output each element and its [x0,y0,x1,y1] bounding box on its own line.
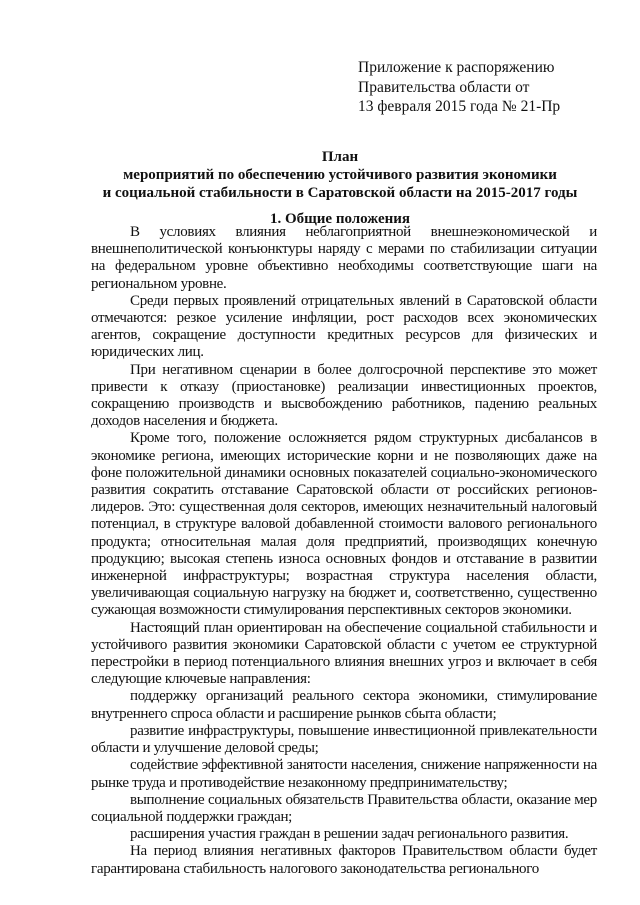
paragraph-2: Среди первых проявлений отрицательных явлений в Саратовской области отмечаются: резкое усиление инфляции, рост расходов всех экономических агентов, сокращение доступности кредитных ресурсов для физических и юридических лиц. [91,292,597,361]
appendix-note [358,58,560,117]
section-heading: 1. Общие положения [269,211,411,227]
appendix-line-3: 13 февраля 2015 года № 21-Пр [358,98,561,115]
document-title [80,148,600,202]
appendix-line-1: Приложение к распоряжению [358,59,555,76]
paragraph-6: поддержку организаций реального сектора экономики, стимулирование внутреннего спроса области и расширение рынков сбыта области; [91,688,597,722]
paragraph-11: На период влияния негативных факторов Правительством области будет гарантирована стабильность налогового законодательства регионального [91,843,597,877]
section-body [91,224,597,878]
paragraph-9: выполнение социальных обязательств Правительства области, оказание мер социальной поддержки граждан; [91,791,597,825]
title-line-1: План [321,149,359,165]
paragraph-7: развитие инфраструктуры, повышение инвестиционной привлекательности области и улучшение деловой среды; [91,722,597,757]
paragraph-5: Настоящий план ориентирован на обеспечение социальной стабильности и устойчивого развития экономики Саратовской области с учетом ее структурной перестройки в период потенциального влияния внешних угроз и включает в себя следующие ключевые направления: [91,619,597,688]
paragraph-3: При негативном сценарии в более долгосрочной перспективе это может привести к отказу (приостановке) реализации инвестиционных проектов, сокращению производств и высвобождению работников, падению реальных доходов населения и бюджета. [91,361,597,430]
appendix-line-2: Правительства области от [358,78,530,96]
title-line-2: мероприятий по обеспечению устойчивого развития экономики [123,167,557,183]
paragraph-1: В условиях влияния неблагоприятной внешнеэкономической и внешнеполитической конъюнктуры наряду с мерами по стабилизации ситуации на федеральном уровне объективно необходимы соответствующие шаги на региональном уровне. [91,224,597,292]
title-line-3: и социальной стабильности в Саратовской области на 2015-2017 годы [102,185,578,201]
paragraph-10: расширения участия граждан в решении задач регионального развития. [130,826,569,843]
paragraph-4: Кроме того, положение осложняется рядом структурных дисбалансов в экономике региона, имеющих исторические корни и не позволяющих даже на фоне положительной динамики основных показателей социально-экономического развития сократить отставание Саратовской области от российских регионов-лидеров. Это: существенная доля секторов, имеющих незначительный налоговый потенциал, в структуре валовой добавленной стоимости валового регионального продукта; относительная малая доля предприятий, производящих конечную продукцию; высокая степень износа основных фондов и отставание в развитии инженерной инфраструктуры; возрастная структура населения области, увеличивающая социальную нагрузку на бюджет и, соответственно, существенно сужающая возможности стимулирования перспективных секторов экономики. [91,430,597,619]
paragraph-8: содействие эффективной занятости населения, снижение напряженности на рынке труда и противодействие незаконному предпринимательству; [91,757,597,791]
